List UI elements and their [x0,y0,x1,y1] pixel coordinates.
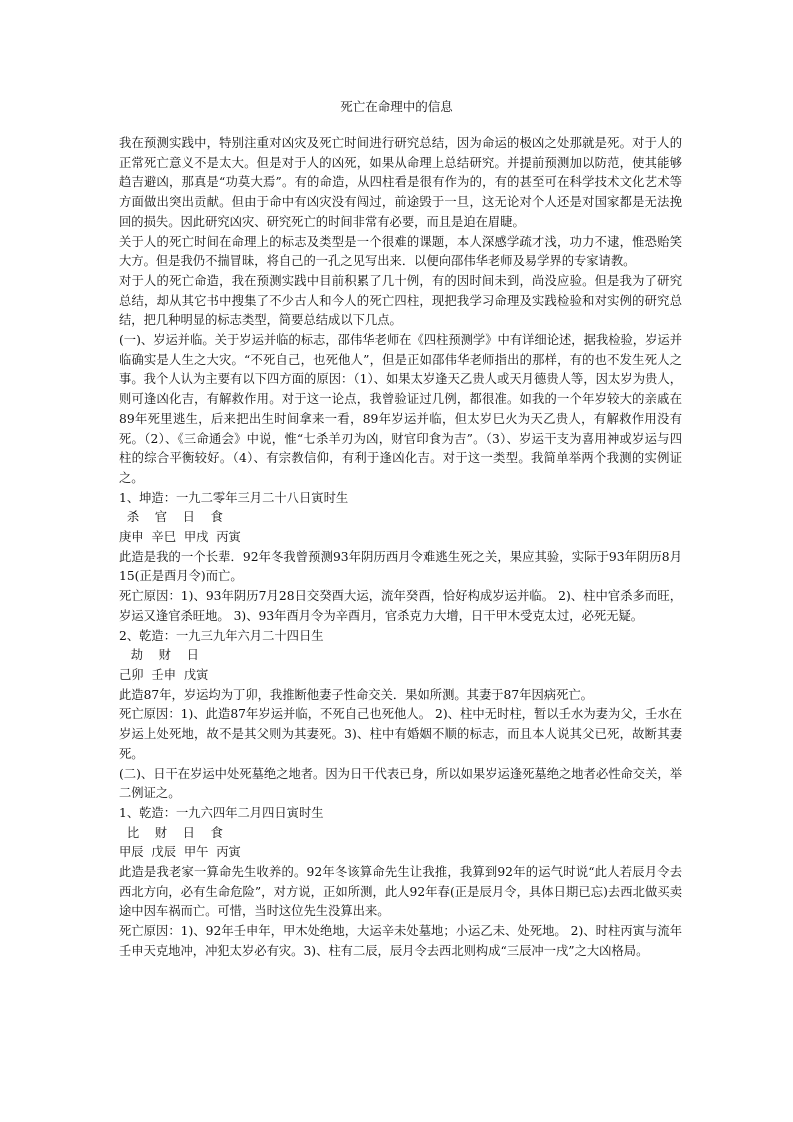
document-title: 死亡在命理中的信息 [340,99,453,114]
paragraph: 此造87年，岁运均为丁卯，我推断他妻子性命交关．果如所测。其妻于87年因病死亡。 [119,687,593,702]
case-heading: 2、乾造：一九三九年六月二十四日生 [119,628,324,643]
four-pillars-row: 庚申 辛巳 甲戌 丙寅 [119,530,241,545]
paragraph: 对于人的死亡命造，我在预测实践中目前积累了几十例，有的因时间未到，尚没应验。但是我为了研究总结，却从其它书中搜集了不少古人和今人的死亡四柱，现把我学习命理及实践检验和对实例的研究总结，把几种明显的标志类型，简要总结成以下几点。 [119,273,682,328]
paragraph: 我在预测实践中，特别注重对凶灾及死亡时间进行研究总结，因为命运的极凶之处那就是死。对于人的正常死亡意义不是太大。但是对于人的凶死，如果从命理上总结研究。并提前预测加以防范，使其能够趋吉避凶，那真是“功莫大焉”。有的命造，从四柱看是很有作为的，有的甚至可在科学技术文化艺术等方面做出突出贡献。但由于命中有凶灾没有闯过，前途毁于一旦，这无论对个人还是对国家都是无法挽回的损失。因此研究凶灾、研究死亡的时间非常有必要，而且是迫在眉睫。 [119,136,682,229]
section-heading: (二)、日干在岁运中处死墓绝之地者。因为日干代表已身，所以如果岁运逢死墓绝之地者必性命交关，举二例证之。 [119,766,682,801]
four-pillars-row: 甲辰 戊辰 甲午 丙寅 [119,845,241,860]
paragraph: 死亡原因：1)、93年阴历7月28日交癸酉大运，流年癸酉，恰好构成岁运并临。 2)、柱中官杀多而旺，岁运又逢官杀旺地。 3)、93年酉月令为辛酉月，官杀克力大增，日干甲木受克太过，必死无疑。 [119,589,682,623]
ten-gods-row: 比 财 日 食 [119,825,223,840]
document-body [119,134,682,962]
paragraph: 死亡原因：1)、92年壬申年，甲木处绝地，大运辛未处墓地；小运乙未、处死地。 2)、时柱丙寅与流年壬申天克地冲，冲犯太岁必有灾。3)、柱有二辰，辰月令去西北则构成“三辰冲一戌”之大凶格局。 [119,924,682,958]
paragraph: (一)、岁运并临。关于岁运并临的标志，邵伟华老师在《四柱预测学》中有详细论述，据我检验，岁运并临确实是人生之大灾。“不死自己，也死他人”，但是正如邵伟华老师指出的那样，有的也不发生死人之事。我个人认为主要有以下四方面的原因：（1）、如果太岁逢天乙贵人或天月德贵人等，因太岁为贵人，则可逢凶化吉，有解救作用。对于这一论点，我曾验证过几例，都很准。如我的一个年岁较大的亲戚在89年死里逃生，后来把出生时间拿来一看，89年岁运并临，但太岁巳火为天乙贵人，有解救作用没有死。（2）、《三命通会》中说，惟“七杀羊刃为凶，财官印食为吉”。（3）、岁运干支为喜用神或岁运与四柱的综合平衡较好。（4）、有宗教信仰，有利于逢凶化吉。对于这一类型。我简单举两个我测的实例证之。 [119,333,682,485]
paragraph: 此造是我老家一算命先生收养的。92年冬该算命先生让我推，我算到92年的运气时说“此人若辰月令去西北方向，必有生命危险”，对方说，正如所测，此人92年春(正是辰月令，具体日期已忘)去西北做买卖途中因车祸而亡。可惜，当时这位先生没算出来。 [119,865,682,919]
case-heading: 1、乾造：一九六四年二月四日寅时生 [119,805,324,820]
paragraph: 死亡原因：1)、此造87年岁运并临，不死自己也死他人。 2)、柱中无时柱，暂以壬水为妻为父，壬水在岁运上处死地，故不是其父则为其妻死。3)、柱中有婚姻不顺的标志，而且本人说其父已死，故断其妻死。 [119,707,682,761]
paragraph: 此造是我的一个长辈．92年冬我曾预测93年阴历西月令难逃生死之关，果应其验，实际于93年阴历8月15(正是酉月令)而亡。 [119,549,682,584]
four-pillars-row: 己卯 壬申 戊寅 [119,667,209,682]
ten-gods-row: 劫 财 日 [119,648,199,663]
ten-gods-row: 杀 官 日 食 [119,510,223,525]
case-heading: 1、坤造：一九二零年三月二十八日寅时生 [119,490,349,505]
paragraph: 关于人的死亡时间在命理上的标志及类型是一个很难的课题，本人深感学疏才浅，功力不逮，惟恐贻笑大方。但是我仍不揣冒昧，将自己的一孔之见写出来．以便向邵伟华老师及易学界的专家请教。 [119,234,682,269]
